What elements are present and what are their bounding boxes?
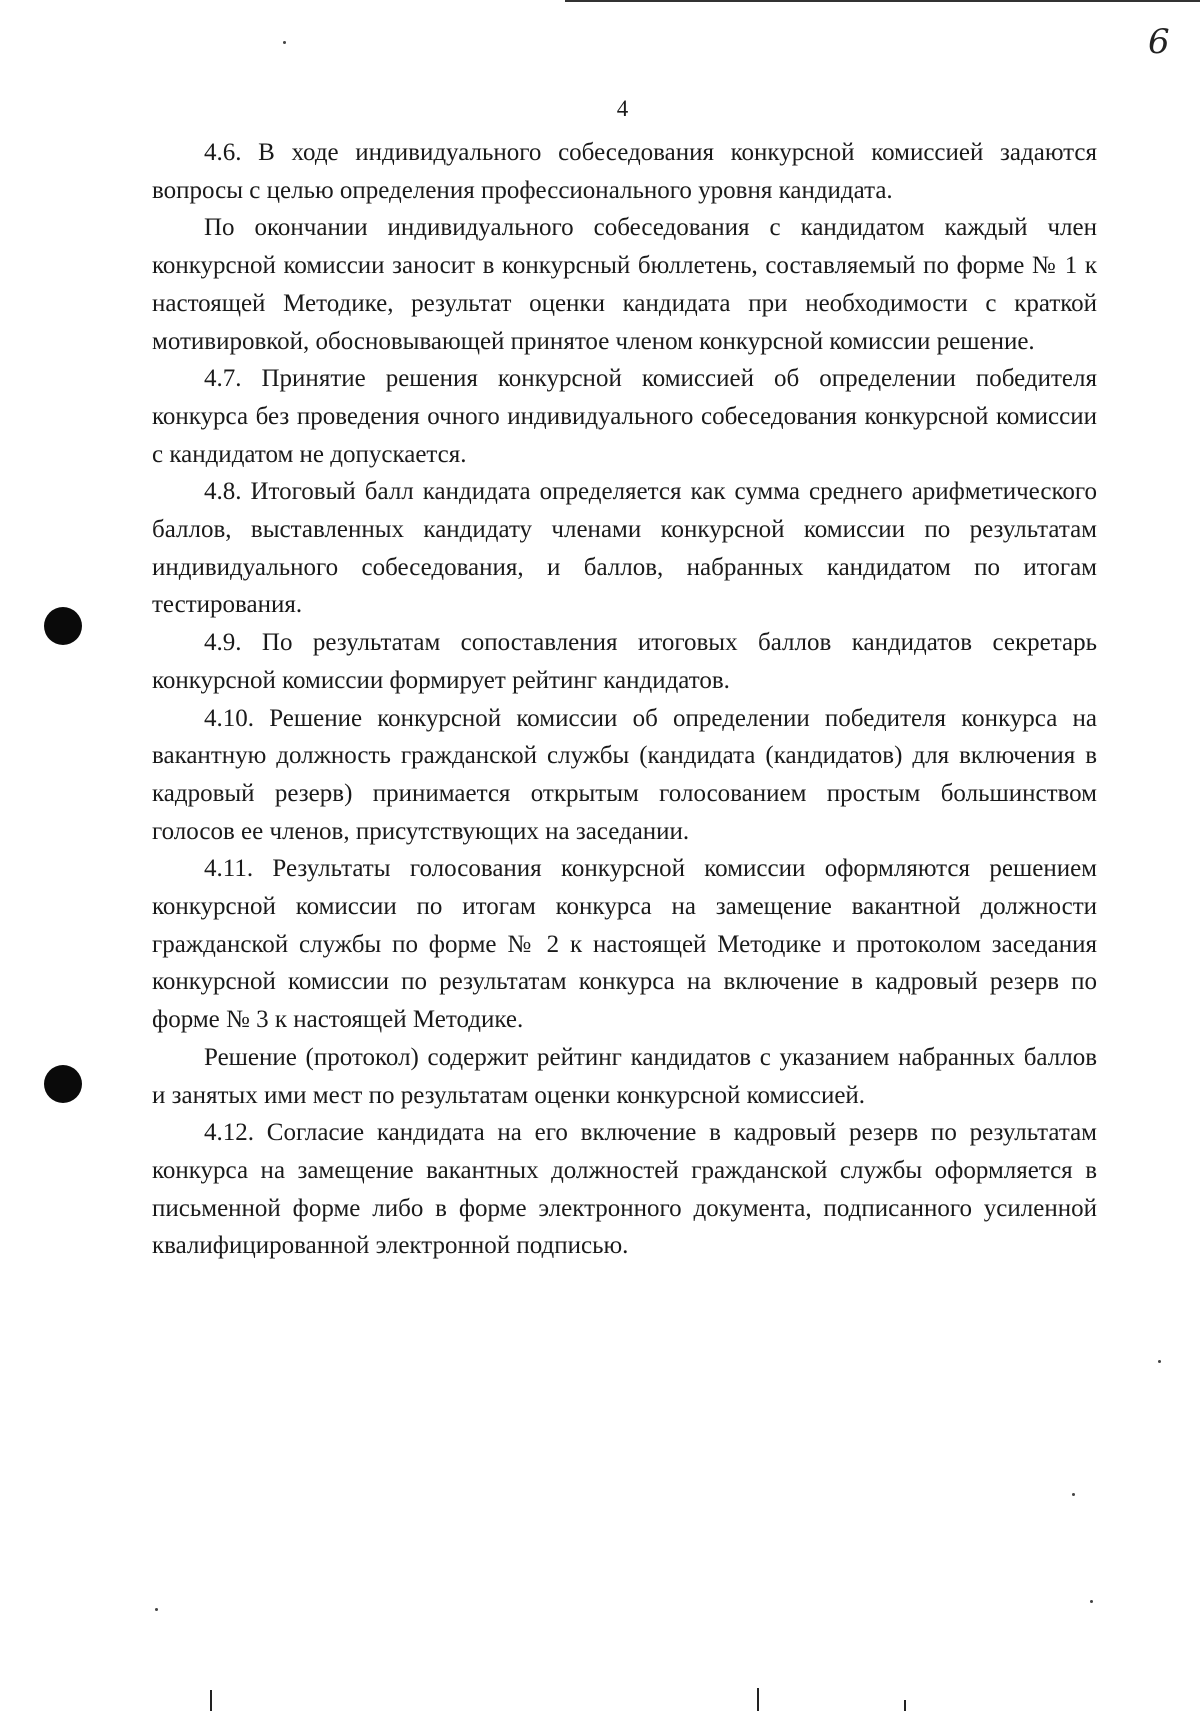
scan-speck — [1090, 1600, 1093, 1603]
page-number: 4 — [616, 96, 629, 121]
scan-speck — [283, 41, 286, 44]
paragraph-decision-rating: Решение (протокол) содержит рейтинг кандидатов с указанием набранных баллов и занятых ими мест по результатам оценки конкурсной комиссией. — [152, 1043, 1097, 1109]
top-edge-rule — [565, 0, 1200, 2]
scan-speck — [1158, 1360, 1161, 1363]
paragraph-4-6: 4.6. В ходе индивидуального собеседования конкурсной комиссией задаются вопросы с целью определения профессионального уровня кандидата. — [152, 139, 1097, 204]
punch-hole-upper — [44, 607, 82, 645]
scan-speck — [155, 1608, 158, 1611]
paragraph-4-7: 4.7. Принятие решения конкурсной комиссией об определении победителя конкурса без проведения очного индивидуального собеседования конкурсной комиссии с кандидатом не допускается. — [152, 365, 1097, 468]
paragraph-interview-ballot: По окончании индивидуального собеседования с кандидатом каждый член конкурсной комиссии заносит в конкурсный бюллетень, составляемый по форме № 1 к настоящей Методике, результат оценки кандидата при необходимости с краткой мотивировкой, обосновывающей принятое членом конкурсной комиссии решение. — [152, 214, 1097, 355]
paragraph-4-9: 4.9. По результатам сопоставления итоговых баллов кандидатов секретарь конкурсной комиссии формирует рейтинг кандидатов. — [152, 629, 1097, 694]
paragraph-4-10: 4.10. Решение конкурсной комиссии об определении победителя конкурса на вакантную должность гражданской службы (кандидата (кандидатов) для включения в кадровый резерв) принимается открытым голосованием простым большинством голосов ее членов, присутствующих на заседании. — [152, 704, 1097, 845]
paragraph-4-11: 4.11. Результаты голосования конкурсной комиссии оформляются решением конкурсной комиссии по итогам конкурса на замещение вакантной должности гражданской службы по форме № 2 к настоящей Методике и протоколом заседания конкурсной комиссии по результатам конкурса на включение в кадровый резерв по форме № 3 к настоящей Методике. — [152, 855, 1097, 1034]
handwritten-sheet-number: 6 — [1148, 22, 1170, 62]
scan-edge-mark — [210, 1690, 212, 1711]
scan-speck — [1072, 1493, 1075, 1496]
scan-edge-mark — [757, 1688, 759, 1711]
scan-edge-mark — [904, 1700, 906, 1711]
punch-hole-lower — [44, 1065, 82, 1103]
paragraph-4-8: 4.8. Итоговый балл кандидата определяется как сумма среднего арифметического баллов, выставленных кандидату членами конкурсной комиссии по результатам индивидуального собеседования, и баллов, набранных кандидатом по итогам тестирования. — [152, 478, 1097, 619]
paragraph-4-12: 4.12. Согласие кандидата на его включение в кадровый резерв по результатам конкурса на замещение вакантных должностей гражданской службы оформляется в письменной форме либо в форме электронного документа, подписанного усиленной квалифицированной электронной подписью. — [152, 1119, 1097, 1260]
document-body — [152, 134, 1097, 1265]
